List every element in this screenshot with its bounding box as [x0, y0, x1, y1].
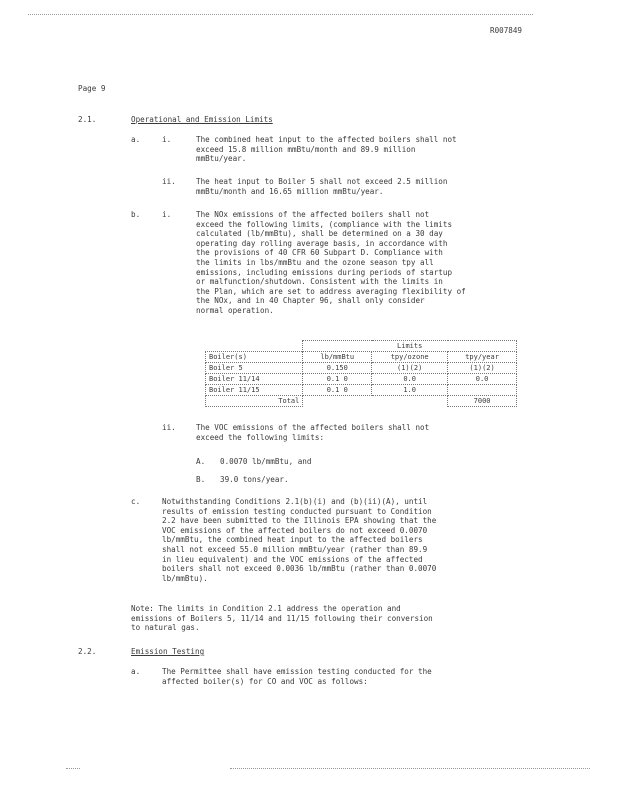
item-num-a-ii: ii.	[162, 177, 176, 186]
text-line: the limits in lbs/mmBtu and the ozone season tpy all	[196, 257, 434, 267]
item-letter-a: a.	[131, 135, 141, 144]
text-line: affected boiler(s) for CO and VOC as follows:	[162, 676, 368, 686]
document-id: R007849	[490, 26, 523, 35]
table-header-row	[206, 352, 517, 363]
bottom-border-line-left	[66, 768, 80, 769]
text-line: emissions of Boilers 5, 11/14 and 11/15 following their conversion	[131, 613, 433, 623]
table-row	[206, 385, 517, 396]
table-cell: 0.0	[448, 374, 517, 385]
text-line: operating day rolling average basis, in accordance with	[196, 238, 448, 248]
table-row	[206, 363, 517, 374]
paragraph-2-2-a	[162, 667, 432, 686]
item-letter-a-2-2: a.	[131, 667, 141, 676]
table-total-value: 7000	[448, 396, 517, 407]
paragraph-b-i	[196, 210, 466, 316]
table-cell: (1)(2)	[448, 363, 517, 374]
text-line: The NOx emissions of the affected boilers shall not	[196, 210, 430, 219]
section-number: 2.2.	[78, 647, 97, 656]
text-line: in lieu equivalent) and the VOC emissions of the affected	[162, 554, 423, 564]
page-number: Page 9	[78, 84, 106, 93]
table-header-cell: lb/mmBtu	[303, 352, 372, 363]
table-cell	[448, 385, 517, 396]
text-line: emissions, including emissions during periods of startup	[196, 267, 453, 277]
text-line: or malfunction/shutdown. Consistent with the limits in	[196, 277, 443, 287]
table-blank-cell	[372, 396, 448, 407]
table-group-header: Limits	[303, 341, 517, 352]
limit-text-B: 39.0 tons/year.	[220, 475, 289, 484]
table-cell: 0.1 0	[303, 374, 372, 385]
limit-letter-A: A.	[196, 457, 206, 466]
section-title: Operational and Emission Limits	[131, 115, 273, 124]
text-line: the provisions of 40 CFR 60 Subpart D. Compliance with	[196, 248, 443, 258]
text-line: the Plan, which are set to address averaging flexibility of	[196, 286, 466, 296]
item-letter-b: b.	[131, 210, 141, 219]
table-group-header-row	[206, 341, 517, 352]
item-letter-c: c.	[131, 497, 141, 506]
text-line: The heat input to Boiler 5 shall not exceed 2.5 million	[196, 177, 448, 186]
item-num-b-ii: ii.	[162, 423, 176, 432]
table-header-cell: Boiler(s)	[206, 352, 303, 363]
table-cell: 0.0	[372, 374, 448, 385]
table-cell: Boiler 11/14	[206, 374, 303, 385]
text-line: shall not exceed 55.0 million mmBtu/year (rather than 89.9	[162, 544, 428, 554]
table-cell: (1)(2)	[372, 363, 448, 374]
bottom-border-line-right	[230, 768, 590, 769]
paragraph-c	[162, 497, 436, 583]
table-cell: Boiler 11/15	[206, 385, 303, 396]
table-cell: 1.0	[372, 385, 448, 396]
text-line: exceed the following limits, (compliance with the limits	[196, 219, 453, 229]
text-line: mmBtu/year.	[196, 154, 247, 164]
table-cell: Boiler 5	[206, 363, 303, 374]
text-line: mmBtu/month and 16.65 million mmBtu/year.	[196, 186, 384, 196]
text-line: lb/mmBtu).	[162, 573, 208, 583]
text-line: the NOx, and in 40 Chapter 96, shall only consider	[196, 296, 425, 306]
table-total-row	[206, 396, 517, 407]
nox-limits-table	[205, 340, 517, 407]
paragraph-b-ii	[196, 423, 429, 442]
text-line: normal operation.	[196, 305, 274, 315]
text-line: The VOC emissions of the affected boilers shall not	[196, 423, 430, 432]
text-line: The Permittee shall have emission testing conducted for the	[162, 667, 432, 676]
text-line: results of emission testing conducted pursuant to Condition	[162, 506, 432, 516]
limit-text-A: 0.0070 lb/mmBtu, and	[220, 457, 312, 466]
table-header-cell: tpy/ozone	[372, 352, 448, 363]
section-title: Emission Testing	[131, 647, 205, 656]
limit-letter-B: B.	[196, 475, 206, 484]
table-cell: 0.1 0	[303, 385, 372, 396]
text-line: Notwithstanding Conditions 2.1(b)(i) and (b)(ii)(A), until	[162, 497, 428, 506]
text-line: exceed the following limits:	[196, 432, 325, 442]
text-line: lb/mmBtu, the combined heat input to the affected boilers	[162, 535, 423, 545]
text-line: The combined heat input to the affected boilers shall not	[196, 135, 457, 144]
table-header-cell: tpy/year	[448, 352, 517, 363]
text-line: exceed 15.8 million mmBtu/month and 89.9 million	[196, 144, 416, 154]
text-line: 2.2 have been submitted to the Illinois EPA showing that the	[162, 516, 437, 526]
table-row	[206, 374, 517, 385]
item-num-b-i: i.	[162, 210, 172, 219]
table-blank-cell	[206, 341, 303, 352]
paragraph-a-i	[196, 135, 457, 164]
table-blank-cell	[303, 396, 372, 407]
text-line: to natural gas.	[131, 623, 200, 633]
top-border-line	[28, 14, 533, 15]
text-line: calculated (lb/mmBtu), shall be determined on a 30 day	[196, 229, 443, 239]
text-line: Note: The limits in Condition 2.1 address the operation and	[131, 604, 401, 613]
table-total-label: Total	[206, 396, 303, 407]
section-number: 2.1.	[78, 115, 97, 124]
item-num-a-i: i.	[162, 135, 172, 144]
paragraph-a-ii	[196, 177, 447, 196]
text-line: boilers shall not exceed 0.0036 lb/mmBtu (rather than 0.0070	[162, 564, 437, 574]
text-line: VOC emissions of the affected boilers do not exceed 0.0070	[162, 525, 428, 535]
note-paragraph	[131, 604, 433, 633]
table-cell: 0.150	[303, 363, 372, 374]
